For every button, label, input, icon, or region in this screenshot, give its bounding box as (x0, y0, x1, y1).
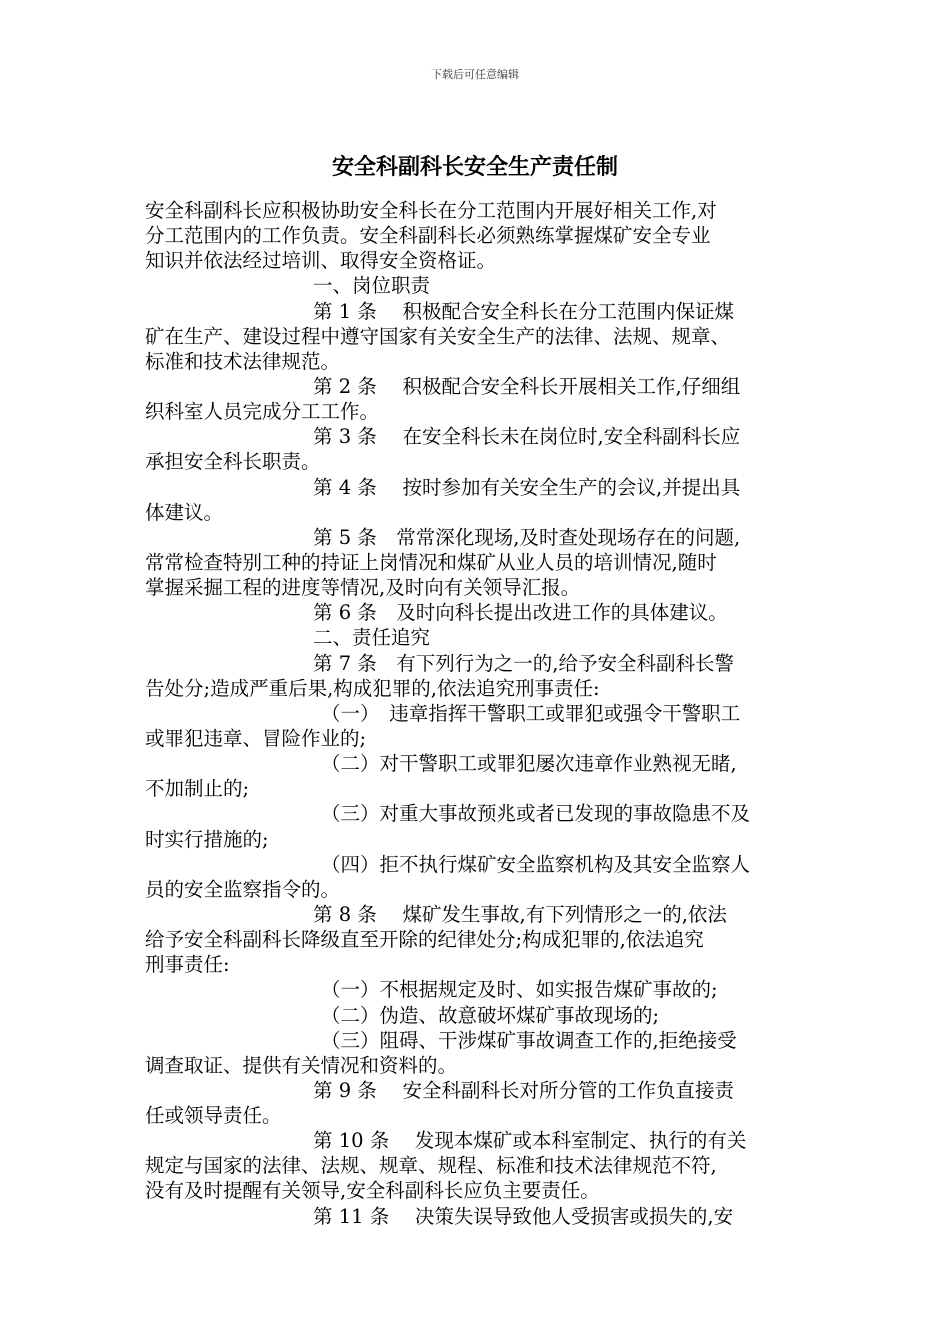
text-line: 员的安全监察指令的。 (145, 877, 341, 901)
text-line: （二）对干警职工或罪犯屡次违章作业熟视无睹, (321, 752, 737, 776)
text-line: （三）对重大事故预兆或者已发现的事故隐患不及 (321, 802, 751, 826)
text-line: 给予安全科副科长降级直至开除的纪律处分;构成犯罪的,依法追究 (145, 928, 704, 952)
text-line: 第 11 条 决策失误导致他人受损害或损失的,安 (313, 1204, 734, 1228)
text-line: 刑事责任: (145, 953, 230, 977)
text-line: 没有及时提醒有关领导,安全科副科长应负主要责任。 (145, 1179, 600, 1203)
text-line: 第 3 条 在安全科长未在岗位时,安全科副科长应 (313, 425, 741, 449)
document-body (145, 198, 825, 1229)
document-title: 安全科副科长安全生产责任制 (331, 154, 618, 180)
text-line: 第 4 条 按时参加有关安全生产的会议,并提出具 (313, 475, 741, 499)
text-line: （一）不根据规定及时、如实报告煤矿事故的; (321, 978, 718, 1002)
text-line: 第 2 条 积极配合安全科长开展相关工作,仔细组 (313, 374, 741, 398)
text-line: 常常检查特别工种的持证上岗情况和煤矿从业人员的培训情况,随时 (145, 550, 717, 574)
text-line: 矿在生产、建设过程中遵守国家有关安全生产的法律、法规、规章、 (145, 324, 731, 348)
text-line: 体建议。 (145, 500, 224, 524)
text-line: 一、岗位职责 (313, 274, 431, 298)
text-line: 告处分;造成严重后果,构成犯罪的,依法追究刑事责任: (145, 676, 600, 700)
text-line: 任或领导责任。 (145, 1104, 282, 1128)
text-line: 第 10 条 发现本煤矿或本科室制定、执行的有关 (313, 1129, 747, 1153)
text-line: （二）伪造、故意破坏煤矿事故现场的; (321, 1003, 660, 1027)
text-line: 掌握采掘工程的进度等情况,及时向有关领导汇报。 (145, 576, 581, 600)
text-line: 第 7 条 有下列行为之一的,给予安全科副科长警 (313, 651, 735, 675)
text-line: 二、责任追究 (313, 626, 431, 650)
text-line: 第 6 条 及时向科长提出改进工作的具体建议。 (313, 601, 728, 625)
text-line: 知识并依法经过培训、取得安全资格证。 (145, 249, 497, 273)
text-line: 第 9 条 安全科副科长对所分管的工作负直接责 (313, 1078, 735, 1102)
text-line: 第 8 条 煤矿发生事故,有下列情形之一的,依法 (313, 902, 727, 926)
text-line: 调查取证、提供有关情况和资料的。 (145, 1053, 458, 1077)
text-line: 不加制止的; (145, 777, 250, 801)
text-line: 分工范围内的工作负责。安全科副科长必须熟练掌握煤矿安全专业 (145, 224, 711, 248)
text-line: 时实行措施的; (145, 827, 269, 851)
text-line: 或罪犯违章、冒险作业的; (145, 726, 367, 750)
page-header: 下载后可任意编辑 (431, 68, 519, 81)
text-line: 安全科副科长应积极协助安全科长在分工范围内开展好相关工作,对 (145, 199, 717, 222)
text-line: 织科室人员完成分工工作。 (145, 400, 380, 424)
text-line: 标准和技术法律规范。 (145, 349, 341, 373)
text-line: （三）阻碍、干涉煤矿事故调查工作的,拒绝接受 (321, 1028, 737, 1052)
text-line: （四）拒不执行煤矿安全监察机构及其安全监察人 (321, 852, 751, 876)
text-line: 第 5 条 常常深化现场,及时查处现场存在的问题, (313, 525, 741, 549)
text-line: 承担安全科长职责。 (145, 450, 321, 474)
text-line: （一） 违章指挥干警职工或罪犯或强令干警职工 (321, 701, 741, 725)
text-line: 第 1 条 积极配合安全科长在分工范围内保证煤 (313, 299, 735, 323)
text-line: 规定与国家的法律、法规、规章、规程、标准和技术法律规范不符, (145, 1154, 717, 1178)
